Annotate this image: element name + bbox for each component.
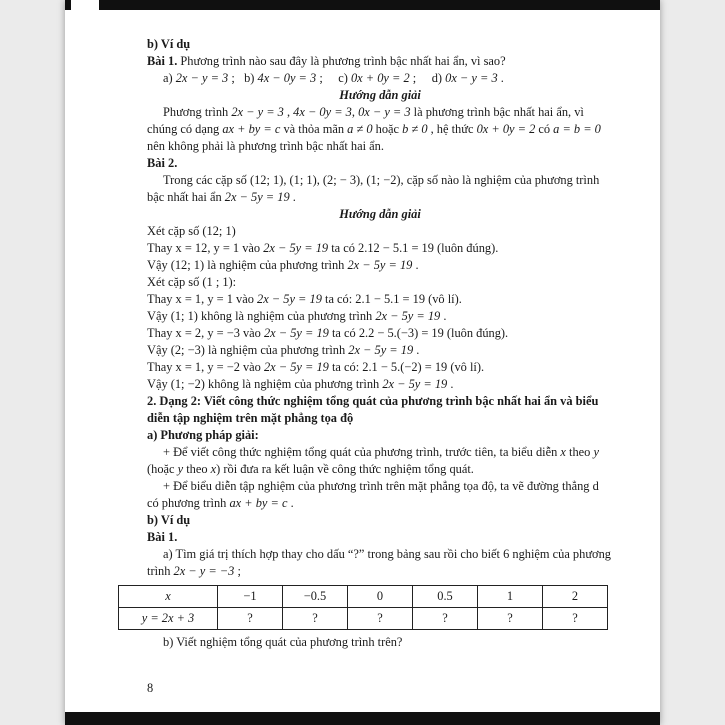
- text-run: 2x − y = 3: [231, 105, 284, 119]
- page-number: 8: [147, 681, 154, 695]
- text-run: ; b): [228, 71, 258, 85]
- text-run: Bài 1.: [147, 54, 178, 68]
- table-cell: x: [119, 586, 218, 608]
- text-run: Thay x = 1, y = 1 vào: [147, 292, 257, 306]
- text-run: Phương trình: [163, 105, 232, 119]
- text-run: 2x − 5y = 19: [224, 190, 290, 204]
- text-run: Thay x = 2, y = −3 vào: [147, 326, 264, 340]
- text-run: 2x − 5y = 19: [375, 309, 441, 323]
- text-run: Thay x = 1, y = −2 vào: [147, 360, 264, 374]
- text-run: .: [447, 377, 454, 391]
- text-run: b ≠ 0: [402, 122, 428, 136]
- text-run: ax + by = c: [222, 122, 281, 136]
- section-b-vi-du-heading: [147, 512, 613, 529]
- text-run: ax + by = c: [229, 496, 288, 510]
- bai-1b-problem: [163, 634, 613, 651]
- bai-1-solution: [147, 104, 613, 155]
- text-run: 2x − 5y = 19: [382, 377, 448, 391]
- text-run: .: [413, 343, 420, 357]
- text-run: ,: [351, 105, 359, 119]
- text-run: ) rồi đưa ra kết luận về công thức nghiệm tổng quát.: [216, 462, 474, 476]
- text-run: 4x − 0y = 3: [257, 71, 317, 85]
- text-run: a) Tìm giá trị thích hợp thay cho dấu “?” trong bảng sau rồi cho biết 6 nghiệm của phương trình: [147, 547, 615, 578]
- text-run: ; d): [409, 71, 446, 85]
- text-run: b) Viết nghiệm tổng quát của phương trình trên?: [163, 635, 403, 649]
- text-run: 2x − 5y = 19: [348, 343, 414, 357]
- text-run: ;: [234, 564, 241, 578]
- text-run: 4x − 0y = 3: [293, 105, 352, 119]
- text-run: Bài 2.: [147, 156, 178, 170]
- bai-2-heading: [147, 155, 613, 172]
- scan-notch: [71, 0, 99, 10]
- table-row: [119, 586, 608, 608]
- bai-1-problem: [147, 53, 613, 70]
- text-run: + Để viết công thức nghiệm tổng quát của phương trình, trước tiên, ta biểu diễn: [163, 445, 561, 459]
- text-run: Bài 1.: [147, 530, 178, 544]
- text-run: .: [497, 71, 504, 85]
- document-page: [65, 0, 660, 725]
- text-run: ta có 2.12 − 5.1 = 19 (luôn đúng).: [328, 241, 499, 255]
- text-run: + Để biểu diễn tập nghiệm của phương trình trên mặt phẳng tọa độ, ta vẽ đường thẳng d có phương trình: [147, 479, 602, 510]
- section-b-vi-du-heading: [147, 36, 613, 53]
- top-scan-bar: [65, 0, 660, 10]
- dang-2-heading: [147, 393, 613, 427]
- bottom-scan-bar: [65, 712, 660, 725]
- text-run: 2x − 5y = 19: [257, 292, 322, 306]
- text-run: Xét cặp số (12; 1): [147, 224, 236, 238]
- text-run: y: [177, 462, 184, 476]
- text-run: 0x + 0y = 2: [476, 122, 536, 136]
- text-run: 0x + 0y = 2: [350, 71, 410, 85]
- case-12-1-intro: [147, 223, 613, 240]
- table-cell: −1: [218, 586, 283, 608]
- phuong-phap-giai-heading: [147, 427, 613, 444]
- text-run: .: [287, 496, 294, 510]
- case-2-neg3-conclusion: [147, 342, 613, 359]
- table-cell: ?: [348, 608, 413, 630]
- text-run: theo: [565, 445, 594, 459]
- text-run: a = b = 0: [553, 122, 601, 136]
- table-cell: ?: [478, 608, 543, 630]
- case-1-neg2-check: [147, 359, 613, 376]
- method-step-2: [147, 478, 613, 512]
- text-run: 2x − 5y = 19: [263, 326, 329, 340]
- text-run: x: [210, 462, 217, 476]
- text-run: 2x − 5y = 19: [263, 241, 329, 255]
- text-run: ta có: 2.1 − 5.(−2) = 19 (vô lí).: [328, 360, 485, 374]
- table-row: [119, 608, 608, 630]
- bai-1-options: [163, 70, 613, 87]
- table-cell: y = 2x + 3: [119, 608, 218, 630]
- text-run: b) Ví dụ: [147, 37, 191, 51]
- text-run: y: [593, 445, 599, 459]
- text-run: Phương trình nào sau đây là phương trình bậc nhất hai ẩn, vì sao?: [177, 54, 506, 68]
- text-run: có: [535, 122, 554, 136]
- huong-dan-giai-heading: [147, 206, 613, 223]
- text-run: 0x − y = 3: [445, 71, 498, 85]
- text-run: , hệ thức: [427, 122, 477, 136]
- text-run: 2x − y = 3: [175, 71, 229, 85]
- table-cell: ?: [543, 608, 608, 630]
- case-2-neg3-check: [147, 325, 613, 342]
- text-run: và thỏa mãn: [280, 122, 348, 136]
- text-run: Vậy (1; −2) không là nghiệm của phương trình: [147, 377, 383, 391]
- text-run: ta có: 2.1 − 5.1 = 19 (vô lí).: [321, 292, 462, 306]
- text-run: b) Ví dụ: [147, 513, 191, 527]
- case-1-1-conclusion: [147, 308, 613, 325]
- solutions-table: [118, 585, 608, 630]
- text-run: ta có 2.2 − 5.(−3) = 19 (luôn đúng).: [328, 326, 509, 340]
- text-run: .: [440, 309, 447, 323]
- case-12-1-conclusion: [147, 257, 613, 274]
- text-run: là phương trình bậc nhất hai ẩn, vì chúng có dạng: [147, 105, 587, 136]
- page-content: [141, 36, 615, 651]
- text-run: x: [560, 445, 566, 459]
- table-cell: −0.5: [283, 586, 348, 608]
- text-run: Hướng dẫn giải: [339, 207, 421, 221]
- text-run: 2x − 5y = 19: [347, 258, 413, 272]
- table-cell: ?: [283, 608, 348, 630]
- bai-2-problem: [147, 172, 613, 206]
- text-run: Vậy (1; 1) không là nghiệm của phương trình: [147, 309, 376, 323]
- case-1-1-intro: [147, 274, 613, 291]
- text-run: Hướng dẫn giải: [339, 88, 421, 102]
- text-run: a): [163, 71, 176, 85]
- text-run: nên không phải là phương trình bậc nhất hai ẩn.: [147, 122, 604, 153]
- table-cell: ?: [218, 608, 283, 630]
- text-run: 2. Dạng 2: Viết công thức nghiệm tổng quát của phương trình bậc nhất hai ẩn và biểu diễn tập nghiệm trên mặt phẳng tọa độ: [147, 394, 602, 425]
- table-cell: 2: [543, 586, 608, 608]
- text-run: .: [289, 190, 296, 204]
- text-run: .: [412, 258, 419, 272]
- text-run: a ≠ 0: [347, 122, 373, 136]
- table-cell: 0.5: [413, 586, 478, 608]
- text-run: a) Phương pháp giải:: [147, 428, 259, 442]
- text-run: 2x − 5y = 19: [263, 360, 329, 374]
- case-1-neg2-conclusion: [147, 376, 613, 393]
- text-run: Thay x = 12, y = 1 vào: [147, 241, 264, 255]
- text-run: ,: [283, 105, 294, 119]
- text-run: ; c): [316, 71, 351, 85]
- case-1-1-check: [147, 291, 613, 308]
- bai-1a-problem: [147, 546, 613, 580]
- text-run: Trong các cặp số (12; 1), (1; 1), (2; − 3), (1; −2), cặp số nào là nghiệm của phương trình bậc nhất hai ẩn: [147, 173, 603, 204]
- text-run: Vậy (12; 1) là nghiệm của phương trình: [147, 258, 348, 272]
- bai-1-heading: [147, 529, 613, 546]
- text-run: theo: [183, 462, 211, 476]
- table-cell: ?: [413, 608, 478, 630]
- text-run: hoặc: [372, 122, 403, 136]
- huong-dan-giai-heading: [147, 87, 613, 104]
- text-run: Vậy (2; −3) là nghiệm của phương trình: [147, 343, 349, 357]
- method-step-1: [147, 444, 613, 478]
- table-cell: 1: [478, 586, 543, 608]
- text-run: 0x − y = 3: [358, 105, 411, 119]
- text-run: 2x − y = −3: [173, 564, 235, 578]
- table-cell: 0: [348, 586, 413, 608]
- text-run: Xét cặp số (1 ; 1):: [147, 275, 237, 289]
- text-run: (hoặc: [147, 445, 603, 476]
- case-12-1-check: [147, 240, 613, 257]
